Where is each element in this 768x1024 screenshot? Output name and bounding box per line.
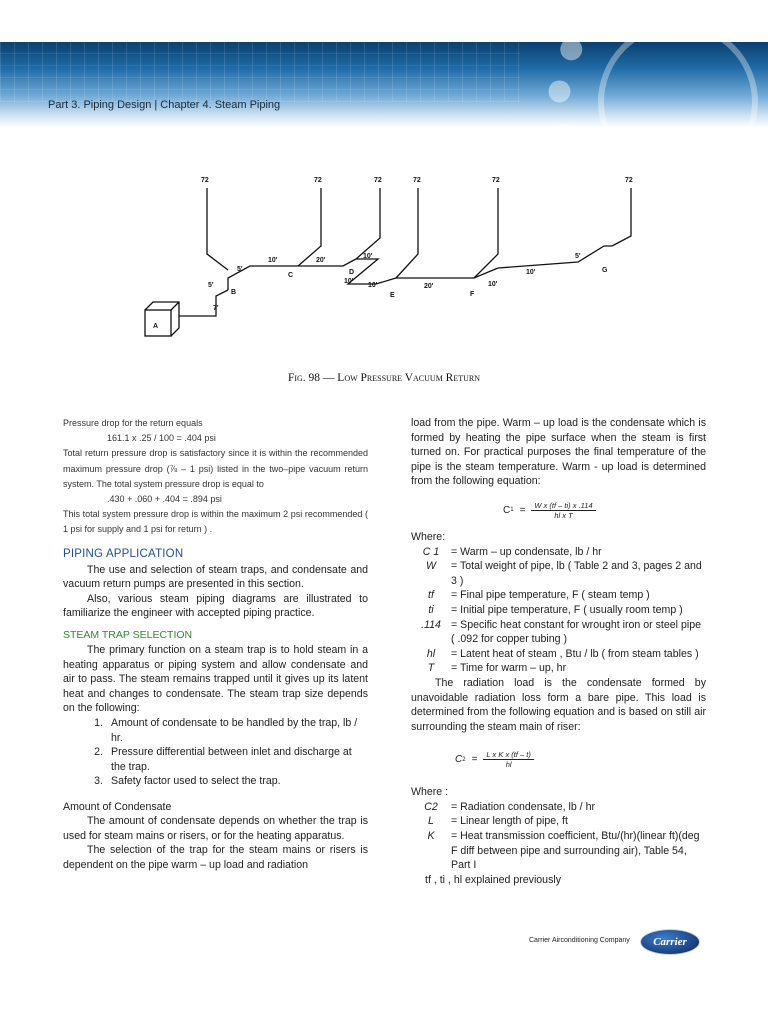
figure-caption: Fig. 98 — Low Pressure Vacuum Return [287,372,481,384]
length-label: 7' [213,305,219,312]
where-label: Where: [411,530,446,543]
length-label: 10' [344,278,354,285]
vacuum-return-diagram [138,158,646,390]
riser-2 [298,188,321,266]
definition-row: tf = Final pipe temperature, F ( steam temp ) [428,589,650,602]
subheading-amount-condensate: Amount of Condensate [63,800,172,813]
length-label: 10' [368,282,378,289]
warmup-equation: C 1 = $\frac{\text{W x (tf – ti) x .114}}{\text{hl x T}}$ [503,501,706,520]
point-label-d: D [349,269,355,276]
length-label: 10' [488,281,498,288]
paragraph: The radiation load is the condensate formed by unavoidable radiation loss form a bare pipe. This load is determined from the following equation and is based on still air surrounding the steam main of riser: [411,676,706,733]
pressure-calculation [63,416,368,538]
paragraph: The use and selection of steam traps, and condensate and vacuum return pumps are presented in this section. [63,563,368,591]
point-label-e: E [390,292,395,299]
banner-grid-decoration [0,42,520,102]
paragraph: The primary function on a steam trap is to hold steam in a heating apparatus or piping system and allow condensate and air to pass. The steam remains trapped until it gives up its latent heat and changes to condensate. The steam trap size depends on the following: [63,644,368,715]
length-label: 20' [424,283,434,290]
point-label-f: F [470,291,475,298]
calc-line: This total system pressure drop is within the maximum 2 psi recommended ( 1 psi for supply and 1 psi for return ) . [63,509,368,535]
riser-1 [207,188,228,270]
length-label: 5' [575,253,581,260]
pipe-d-e [348,259,396,284]
breadcrumb[interactable]: Part 3. Piping Design | Chapter 4. Steam Piping [48,99,281,111]
pipe-a-b [179,290,228,316]
definition-row: K = Heat transmission coefficient, Btu/(hr)(linear ft)(deg F diff between pipe and surrounding air), Table 54, Part I [427,830,700,872]
riser-label: 72 [625,177,633,184]
definition-row: C2 = Radiation condensate, lb / hr [424,800,595,813]
riser-label: 72 [492,177,500,184]
riser-5 [474,188,498,278]
riser-label: 72 [413,177,421,184]
riser-label: 72 [201,177,209,184]
section-heading-steam-trap: STEAM TRAP SELECTION [63,629,193,641]
paragraph: The amount of condensate depends on whether the trap is used for steam mains or risers, or for the heating apparatus. [63,814,368,842]
calc-line: 161.1 x .25 / 100 = .404 psi [107,433,216,444]
length-label: 5' [208,282,214,289]
company-name: Carrier Airconditioning Company [529,937,630,944]
definition-row: hl = Latent heat of steam , Btu / lb ( from steam tables ) [426,647,699,660]
paragraph: load from the pipe. Warm – up load is the condensate which is formed by heating the pipe surface when the steam is first turned on. For practical purposes the final temperature of the pipe is the steam temperature. Warm - up load is determined from the following equation: [411,417,706,488]
riser-4 [396,188,418,278]
length-label: 5' [237,266,243,273]
definition-row: T = Time for warm – up, hr [427,662,567,675]
length-label: 10' [526,269,536,276]
calc-line: Pressure drop for the return equals [63,418,203,428]
riser-label: 72 [314,177,322,184]
point-label-a: A [153,323,159,330]
pipe-f-g [498,246,612,268]
trap-size-factors-list [63,716,368,789]
riser-6 [612,188,631,246]
left-column [63,416,368,872]
calc-line: .430 + .060 + .404 = .894 psi [107,494,222,505]
definition-row: ti = Initial pipe temperature, F ( usually room temp ) [428,603,683,616]
header-banner [0,42,768,128]
definition-row: C 1 = Warm – up condensate, lb / hr [422,545,602,558]
definition-row: .114 = Specific heat constant for wrought iron or steel pipe ( .092 for copper tubing ) [421,618,701,646]
explained-previously-note: tf , ti , hl explained previously [425,873,562,886]
paragraph: Also, various steam piping diagrams are illustrated to familiarize the engineer with accepted piping practice. [63,592,368,620]
point-label-g: G [602,267,608,274]
point-label-c: C [288,272,294,279]
variable-definitions [411,800,706,873]
length-label: 10' [268,257,278,264]
list-item: 2. Pressure differential between inlet and discharge at the trap. [94,746,352,773]
gear-ring-decoration [598,42,758,128]
carrier-logo[interactable]: Carrier [640,929,700,955]
equipment-box-a-depth [145,302,179,336]
definition-row: W = Total weight of pipe, lb ( Table 2 and 3, pages 2 and 3 ) [426,560,702,587]
radiation-equation: C 2 = $\frac{\text{L x K x (tf – t)}}{hl}$ [455,750,706,769]
where-label: Where : [411,786,449,799]
calc-line: Total return pressure drop is satisfactory since it is within the recommended maximum pressure drop (⅞ – 1 psi) listed in the two–pipe vacuum return system. The total system pressure drop is equal to [63,448,368,489]
right-column [411,416,706,887]
section-heading-piping: PIPING APPLICATION [63,547,184,560]
definition-row: L = Linear length of pipe, ft [428,815,568,828]
list-item: 3. Safety factor used to select the trap. [94,775,281,788]
length-label: 20' [316,257,326,264]
variable-definitions [411,545,706,676]
point-label-b: B [231,289,237,296]
length-label: 10' [363,253,373,260]
riser-label: 72 [374,177,382,184]
paragraph: The selection of the trap for the steam mains or risers is dependent on the pipe warm – up load and radiation [63,844,368,871]
list-item: 1. Amount of condensate to be handled by the trap, lb / hr. [94,716,358,744]
riser-3 [356,188,380,259]
